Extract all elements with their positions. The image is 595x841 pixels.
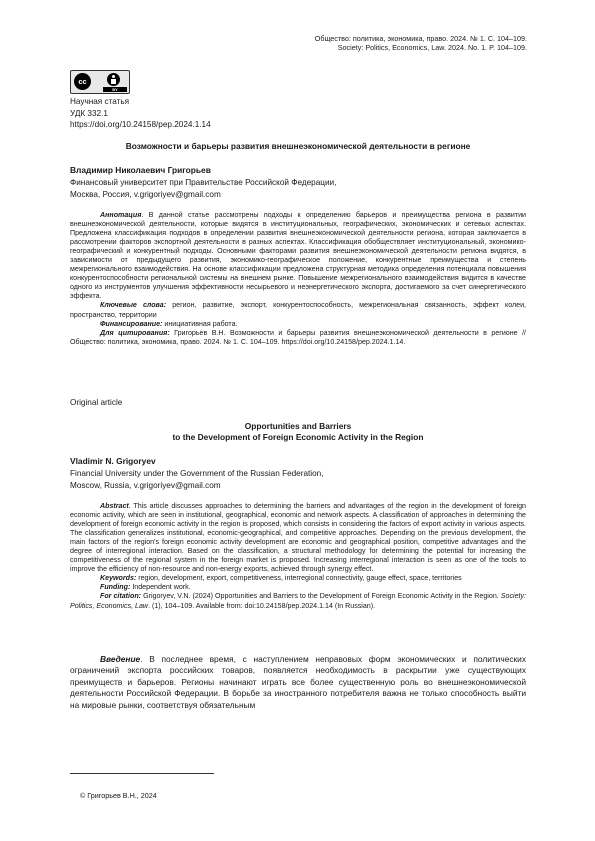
abstract-block-en	[70, 502, 526, 611]
citation-text-end: . (1), 104–109. Available from: doi:10.24158/pep.2024.1.14 (In Russian).	[148, 601, 376, 610]
cc-icon: cc	[74, 73, 91, 90]
keywords-label: Keywords:	[100, 574, 137, 583]
funding-en	[70, 583, 526, 592]
citation-label: Для цитирования:	[100, 328, 170, 337]
funding-label: Финансирование:	[100, 319, 163, 328]
cc-by-license-badge[interactable]	[70, 70, 130, 94]
citation-en	[70, 592, 526, 610]
udc-code: УДК 332.1	[70, 108, 108, 118]
by-label: BY	[103, 87, 127, 92]
funding-text: инициативная работа.	[162, 319, 238, 328]
journal-header-en: Society: Politics, Economics, Law. 2024. No. 1. P. 104–109.	[337, 43, 527, 52]
citation-text: Григорьев В.Н. Возможности и барьеры развития внешнеэкономической деятельности в регионе // Общество: политика, экономика, право. 2024. № 1. С. 104–109. https://doi.org/10.24158/pep.2024.1.14.	[70, 328, 527, 346]
abstract-ru	[70, 211, 526, 301]
copyright-notice: © Григорьев В.Н., 2024	[80, 791, 157, 800]
abstract-text: . This article discusses approaches to determining the barriers and advantages of the region in the development of foreign economic activity, which are seen in institutional, geographical, economic and network aspects. A classification of approaches in determining the development of foreign economic activity in the region is proposed, which consists in considering the factors of export activity in various aspects. The classification generalizes institutional, economic-geographical, and competitive approaches. Depending on the previous development, the main factors of the region's foreign economic activity development are economic and geographical position, competitive advantages and the degree of interregional interaction. Based on the classification, a structural methodology for determining the potential for increasing the competitiveness of the regional system in the foreign market is proposed. Increasing interregional interaction is seen as one of the tools to improve the efficiency of non-resource and non-energy exports, achieved through synergy effect.	[70, 502, 526, 574]
affiliation-email-line: Moscow, Russia, v.grigoriyev@gmail.com	[70, 480, 221, 490]
keywords-en	[70, 574, 526, 583]
funding-ru	[70, 320, 526, 329]
keywords-label: Ключевые слова:	[100, 301, 167, 310]
article-meta	[70, 96, 211, 131]
abstract-en	[70, 502, 526, 574]
article-type: Научная статья	[70, 97, 130, 106]
abstract-text: . В данной статье рассмотрены подходы к определению барьеров и преимущества региона в развитии внешнеэкономической деятельности, которые видятся в институциональных, географических, экономических и сетевых аспектах. Предложена классификация подходов в определении развития внешнеэкономической деятельности региона, которая заключается в рассмотрении факторов экспортной деятельности в разных аспектах. Классификация обобществляет институциональный, экономико-географический и конкурентный подходы. Основными факторами развития внешнеэкономической деятельности региона видятся, в зависимости от предыдущего развития, экономико-географическое положение, конкурентные преимущества и степень межрегионального взаимодействия. На основе классификации предложена структурная методика определения потенциала повышения конкурентоспособности региональной системы на внешнем рынке. Повышение межрегионального взаимодействия видится в качестве одного из инструментов улучшения эффективности несырьевого и неэнергетического экспорта, достигаемого за счет синергетического эффекта.	[70, 211, 526, 301]
affiliation-ru	[70, 177, 336, 200]
title-en-line1: Opportunities and Barriers	[244, 421, 352, 431]
introduction-paragraph	[70, 654, 526, 711]
journal-header-ru: Общество: политика, экономика, право. 2024. № 1. С. 104–109.	[314, 34, 527, 43]
title-ru: Возможности и барьеры развития внешнеэкономической деятельности в регионе	[125, 141, 471, 151]
affiliation-line: Financial University under the Government of the Russian Federation,	[70, 469, 324, 478]
introduction-text: . В последнее время, с наступлением неправовых форм экономических и политических ограничений экспорта российских товаров, появляется необходимость в раскрытии уже существующих преимуществ и барьеров. Регионы начинают играть все более существенную роль во внешнеэкономической деятельности Российской Федерации. В борьбе за иностранного потребителя важна не только способность выйти на мировые рынки, соответствуя обязательным	[70, 654, 526, 710]
author-name-ru: Владимир Николаевич Григорьев	[70, 165, 211, 175]
keywords-text: region, development, export, competitiveness, interregional connectivity, gauge effect, space, territories	[136, 574, 462, 583]
footnote-divider	[70, 773, 214, 774]
citation-label: For citation:	[100, 592, 142, 601]
funding-label: Funding:	[100, 583, 131, 592]
attribution-person-icon	[107, 73, 120, 86]
title-en	[70, 421, 526, 443]
affiliation-en	[70, 468, 324, 491]
affiliation-email-line: Москва, Россия, v.grigoriyev@gmail.com	[70, 189, 221, 199]
abstract-block-ru	[70, 211, 526, 347]
citation-journal: Society: Politics, Economics, Law	[70, 592, 526, 610]
citation-ru	[70, 329, 526, 347]
author-name-en: Vladimir N. Grigoryev	[70, 456, 156, 466]
keywords-ru	[70, 301, 526, 319]
abstract-label: Abstract	[100, 502, 129, 510]
citation-text: Grigoryev, V.N. (2024) Opportunities and Barriers to the Development of Foreign Economic Activity in the Region.	[141, 592, 501, 601]
abstract-label: Аннотация	[100, 211, 142, 219]
doi-link[interactable]: https://doi.org/10.24158/pep.2024.1.14	[70, 120, 211, 129]
article-type-en: Original article	[70, 398, 123, 407]
keywords-text: регион, развитие, экспорт, конкурентоспособность, межрегиональная связанность, эффект колеи, пространство, территории	[70, 301, 526, 319]
affiliation-line: Финансовый университет при Правительстве Российской Федерации,	[70, 178, 337, 187]
title-en-line2: to the Development of Foreign Economic Activity in the Region	[172, 432, 424, 442]
introduction-label: Введение	[100, 654, 141, 664]
funding-text: Independent work.	[130, 583, 191, 592]
journal-header	[315, 34, 527, 52]
